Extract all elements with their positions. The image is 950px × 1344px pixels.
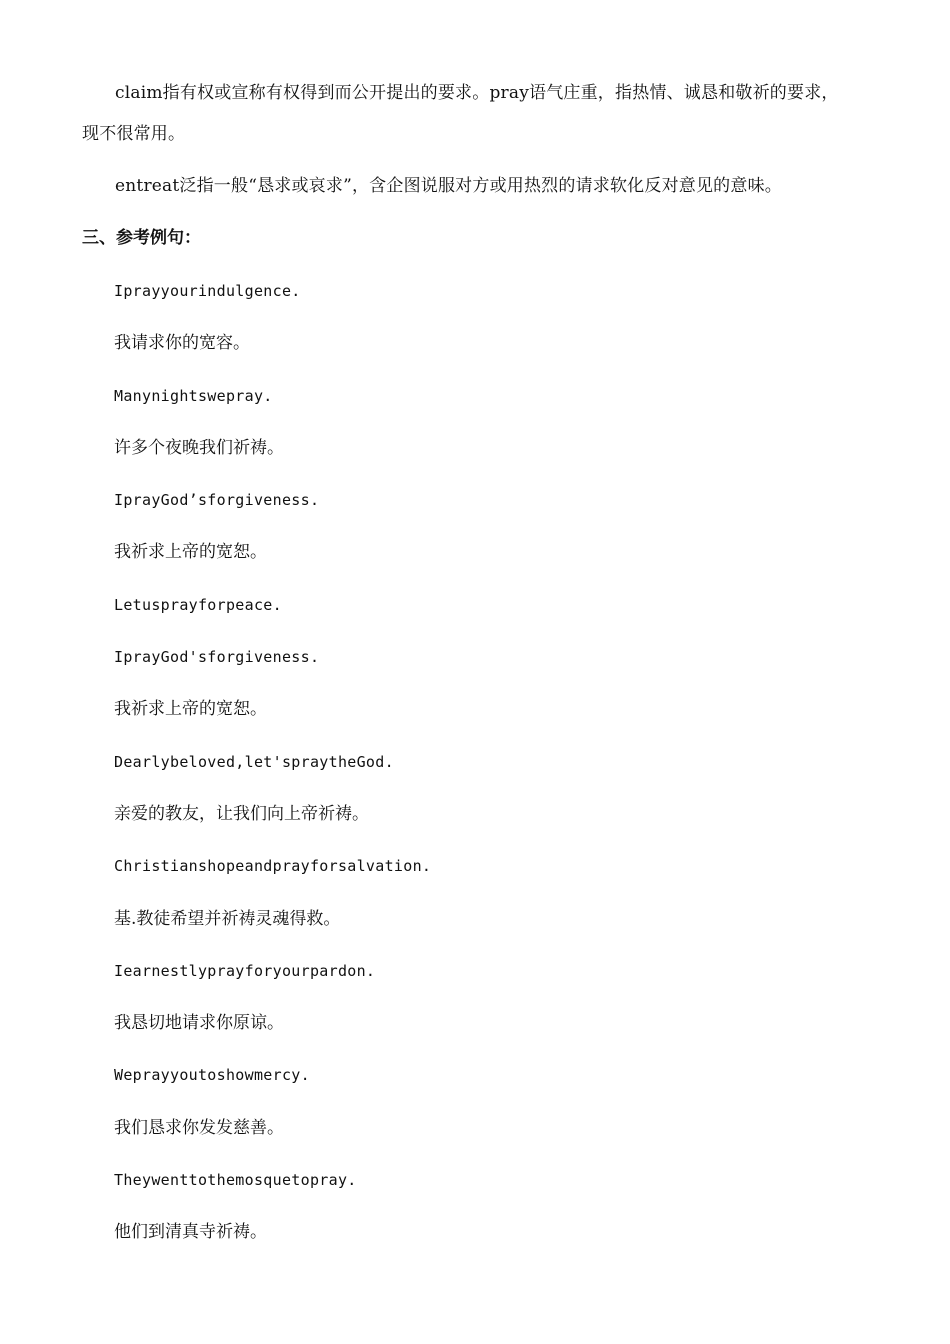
section-heading: 三、参考例句： [82,228,201,248]
example-sentences-list [114,275,431,1269]
example-sentence-zh: 我恳切地请求你原谅。 [114,1013,284,1034]
example-sentence-en: Weprayyoutoshowmercy. [114,1066,310,1085]
example-sentence-zh: 亲爱的教友，让我们向上帝祈祷。 [114,803,369,824]
example-sentence-en: Theywenttothemosquetopray. [114,1171,357,1190]
example-sentence-en: Manynightswepray. [114,386,273,405]
example-sentence-en: Dearlybeloved,let'spraytheGod. [114,752,394,771]
example-sentence-zh: 许多个夜晚我们祈祷。 [114,437,284,458]
example-sentence-en: Letusprayforpeace. [114,595,282,614]
paragraph-entreat: entreat泛指一般“恳求或哀求”，含企图说服对方或用热烈的请求软化反对意见的意味。 [115,176,782,196]
example-sentence-zh: 我祈求上帝的宽恕。 [114,542,267,563]
example-sentence-zh: 他们到清真寺祈祷。 [114,1222,267,1243]
example-sentence-zh: 我请求你的宽容。 [114,333,250,354]
example-sentence-en: IprayGod’sforgiveness. [114,491,320,510]
example-sentence-zh: 我祈求上帝的宽恕。 [114,699,267,720]
example-sentence-en: Christianshopeandprayforsalvation. [114,857,432,876]
example-sentence-en: IprayGod'sforgiveness. [114,648,320,667]
paragraph-claim-pray: claim指有权或宣称有权得到而公开提出的要求。pray语气庄重，指热情、诚恳和敬祈的要求，现不很常用。 [82,83,839,144]
example-sentence-en: Iearnestlyprayforyourpardon. [114,961,376,980]
example-sentence-zh: 基.教徒希望并祈祷灵魂得救。 [114,908,341,929]
example-sentence-zh: 我们恳求你发发慈善。 [114,1117,284,1138]
example-sentence-en: Iprayyourindulgence. [114,282,301,300]
